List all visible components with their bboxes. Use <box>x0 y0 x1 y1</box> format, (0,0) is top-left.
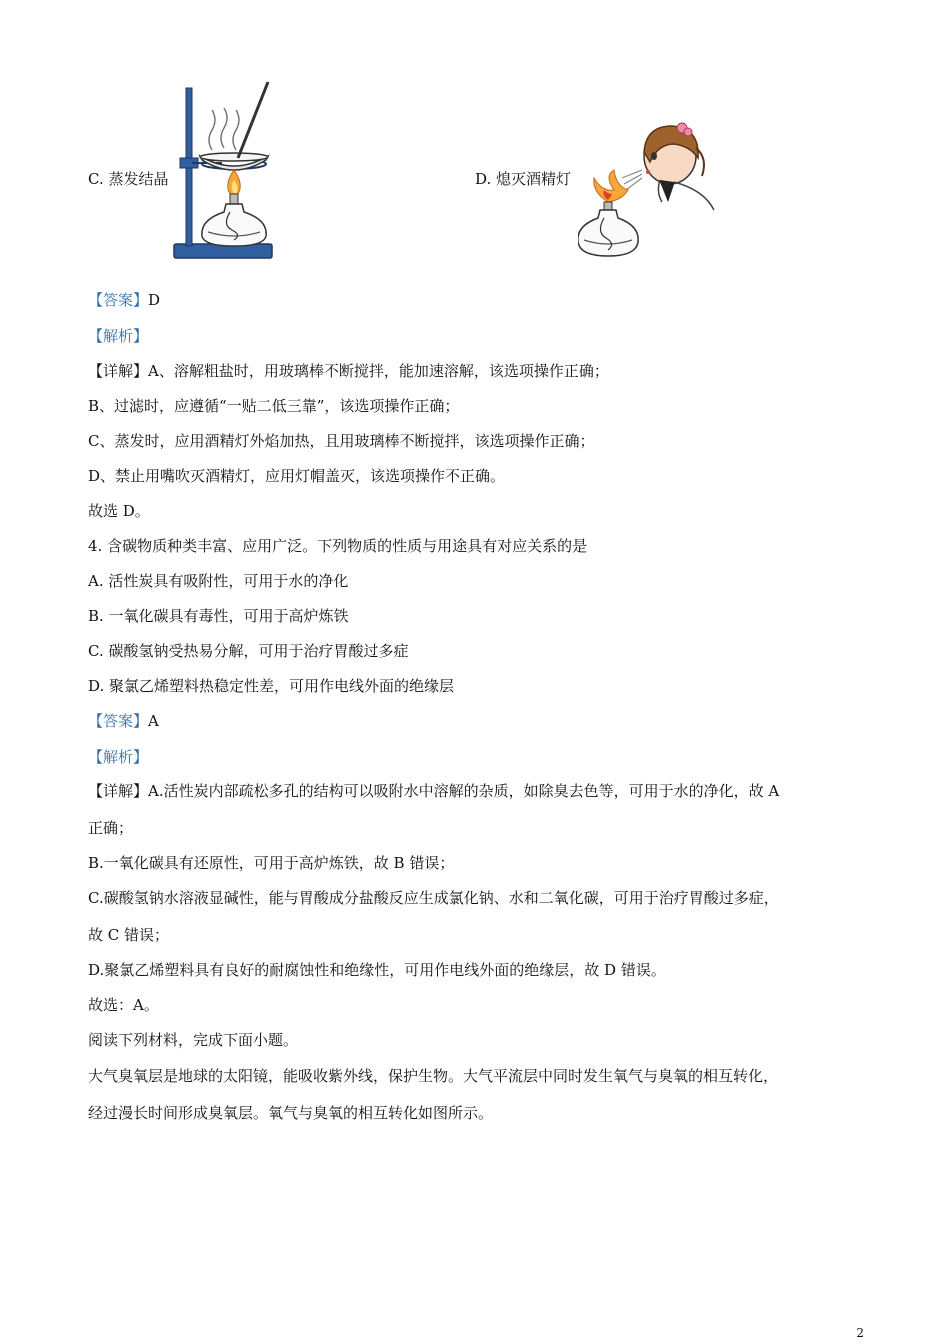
q4-option-a: A. 活性炭具有吸附性，可用于水的净化 <box>88 572 349 590</box>
q4-option-b: B. 一氧化碳具有毒性，可用于高炉炼铁 <box>88 607 349 625</box>
material-intro: 阅读下列材料，完成下面小题。 <box>88 1031 299 1049</box>
q3-detail-line: C、蒸发时，应用酒精灯外焰加热，且用玻璃棒不断搅拌，该选项操作正确； <box>88 432 595 450</box>
answer-tag: 【答案】 <box>88 291 149 309</box>
page-number: 2 <box>856 1326 864 1340</box>
blowing-out-lamp-figure <box>578 118 718 264</box>
material-line: 经过漫长时间形成臭氧层。氧气与臭氧的相互转化如图所示。 <box>88 1104 494 1122</box>
answer-tag: 【答案】 <box>88 712 149 730</box>
q3-answer <box>88 290 160 310</box>
q3-detail-line: D、禁止用嘴吹灭酒精灯，应用灯帽盖灭，该选项操作不正确。 <box>88 467 506 485</box>
detail-tag: 【详解】 <box>88 362 149 380</box>
evaporation-apparatus-figure <box>172 80 276 264</box>
q4-answer <box>88 711 159 731</box>
q4-detail-line: C.碳酸氢钠水溶液显碱性，能与胃酸成分盐酸反应生成氯化钠、水和二氧化碳，可用于治疗胃酸过多症， <box>88 889 779 907</box>
q4-option-d: D. 聚氯乙烯塑料热稳定性差，可用作电线外面的绝缘层 <box>88 677 455 695</box>
q4-stem: 4. 含碳物质种类丰富、应用广泛。下列物质的性质与用途具有对应关系的是 <box>88 537 588 555</box>
q4-detail-line: 故 C 错误； <box>88 926 170 944</box>
detail-text: A、溶解粗盐时，用玻璃棒不断搅拌，能加速溶解，该选项操作正确； <box>148 362 609 380</box>
material-line: 大气臭氧层是地球的太阳镜，能吸收紫外线，保护生物。大气平流层中同时发生氧气与臭氧的相互转化， <box>88 1067 779 1085</box>
answer-value: A <box>148 712 159 730</box>
q3-analysis-tag: 【解析】 <box>88 327 149 345</box>
detail-text: A.活性炭内部疏松多孔的结构可以吸附水中溶解的杂质，如除臭去色等，可用于水的净化，故 A <box>148 782 780 800</box>
detail-tag: 【详解】 <box>88 782 149 800</box>
q3-conclusion: 故选 D。 <box>88 502 150 520</box>
q4-option-c: C. 碳酸氢钠受热易分解，可用于治疗胃酸过多症 <box>88 642 409 660</box>
option-c-label: C. 蒸发结晶 <box>88 170 169 188</box>
q4-detail-line: D.聚氯乙烯塑料具有良好的耐腐蚀性和绝缘性，可用作电线外面的绝缘层，故 D 错误。 <box>88 961 666 979</box>
option-d-label: D. 熄灭酒精灯 <box>475 170 572 188</box>
q4-conclusion: 故选：A。 <box>88 996 159 1014</box>
q4-detail-line: 正确； <box>88 819 134 837</box>
answer-value: D <box>148 291 161 309</box>
q3-detail-line <box>88 361 609 381</box>
q4-detail-line <box>88 781 779 801</box>
q3-detail-line: B、过滤时，应遵循“一贴二低三靠”，该选项操作正确； <box>88 397 460 415</box>
q4-detail-line: B.一氧化碳具有还原性，可用于高炉炼铁，故 B 错误； <box>88 854 455 872</box>
q4-analysis-tag: 【解析】 <box>88 748 149 766</box>
